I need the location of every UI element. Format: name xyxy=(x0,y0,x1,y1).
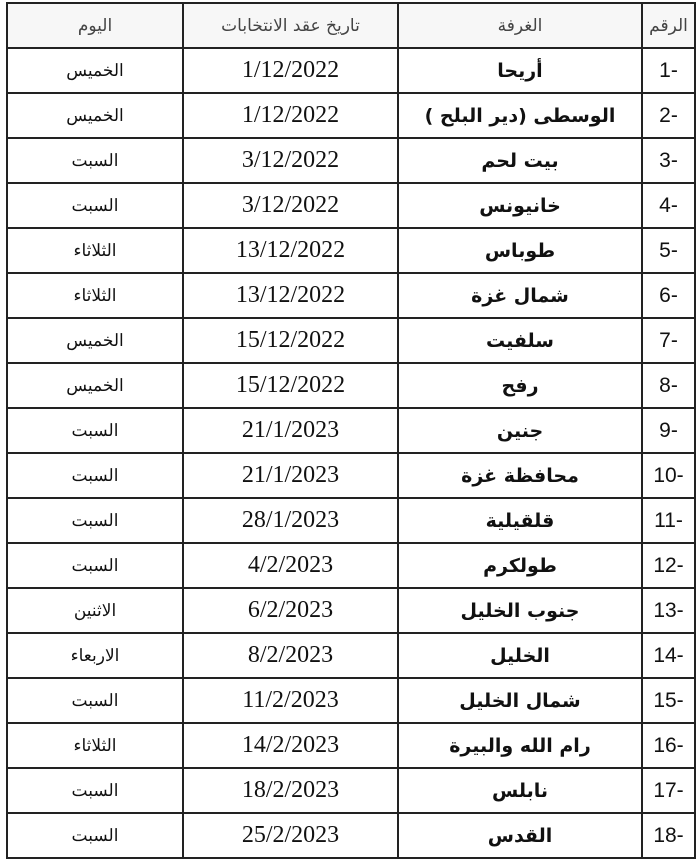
row-number: 18- xyxy=(642,813,695,858)
row-day: السبت xyxy=(7,768,183,813)
row-date: 3/12/2022 xyxy=(183,183,398,228)
table-row xyxy=(7,138,695,183)
row-room: شمال الخليل xyxy=(398,678,642,723)
row-day: الثلاثاء xyxy=(7,273,183,318)
row-date: 14/2/2023 xyxy=(183,723,398,768)
row-number: 5- xyxy=(642,228,695,273)
table-row xyxy=(7,588,695,633)
row-number: 4- xyxy=(642,183,695,228)
table-row xyxy=(7,543,695,588)
row-room: رام الله والبيرة xyxy=(398,723,642,768)
row-date: 18/2/2023 xyxy=(183,768,398,813)
row-number: 8- xyxy=(642,363,695,408)
row-room: نابلس xyxy=(398,768,642,813)
row-number: 11- xyxy=(642,498,695,543)
row-date: 21/1/2023 xyxy=(183,453,398,498)
row-number: 7- xyxy=(642,318,695,363)
row-room: طوباس xyxy=(398,228,642,273)
row-date: 4/2/2023 xyxy=(183,543,398,588)
row-date: 15/12/2022 xyxy=(183,318,398,363)
row-room: شمال غزة xyxy=(398,273,642,318)
table-row xyxy=(7,228,695,273)
table-row xyxy=(7,678,695,723)
row-day: الاثنين xyxy=(7,588,183,633)
row-day: السبت xyxy=(7,408,183,453)
row-date: 6/2/2023 xyxy=(183,588,398,633)
row-date: 1/12/2022 xyxy=(183,93,398,138)
table-header-row xyxy=(7,3,695,48)
table-row xyxy=(7,408,695,453)
row-day: السبت xyxy=(7,543,183,588)
row-number: 15- xyxy=(642,678,695,723)
table-row xyxy=(7,633,695,678)
row-room: الوسطى (دير البلح ) xyxy=(398,93,642,138)
row-day: الخميس xyxy=(7,363,183,408)
table-row xyxy=(7,723,695,768)
table-row xyxy=(7,273,695,318)
row-room: جنين xyxy=(398,408,642,453)
row-number: 14- xyxy=(642,633,695,678)
row-room: طولكرم xyxy=(398,543,642,588)
row-number: 17- xyxy=(642,768,695,813)
row-room: جنوب الخليل xyxy=(398,588,642,633)
row-number: 13- xyxy=(642,588,695,633)
row-date: 8/2/2023 xyxy=(183,633,398,678)
row-number: 1- xyxy=(642,48,695,93)
row-day: الثلاثاء xyxy=(7,228,183,273)
row-day: السبت xyxy=(7,813,183,858)
row-room: قلقيلية xyxy=(398,498,642,543)
row-date: 21/1/2023 xyxy=(183,408,398,453)
table-row xyxy=(7,498,695,543)
row-day: السبت xyxy=(7,138,183,183)
row-room: خانيونس xyxy=(398,183,642,228)
row-room: رفح xyxy=(398,363,642,408)
row-day: الاربعاء xyxy=(7,633,183,678)
row-date: 11/2/2023 xyxy=(183,678,398,723)
header-day: اليوم xyxy=(7,3,183,48)
row-date: 13/12/2022 xyxy=(183,273,398,318)
row-day: الخميس xyxy=(7,48,183,93)
row-room: الخليل xyxy=(398,633,642,678)
row-number: 12- xyxy=(642,543,695,588)
row-room: أريحا xyxy=(398,48,642,93)
row-room: بيت لحم xyxy=(398,138,642,183)
row-day: السبت xyxy=(7,678,183,723)
header-date: تاريخ عقد الانتخابات xyxy=(183,3,398,48)
table-row xyxy=(7,813,695,858)
row-date: 15/12/2022 xyxy=(183,363,398,408)
table-row xyxy=(7,453,695,498)
row-date: 1/12/2022 xyxy=(183,48,398,93)
row-number: 3- xyxy=(642,138,695,183)
row-room: سلفيت xyxy=(398,318,642,363)
table-row xyxy=(7,768,695,813)
row-number: 9- xyxy=(642,408,695,453)
row-number: 6- xyxy=(642,273,695,318)
row-date: 28/1/2023 xyxy=(183,498,398,543)
row-day: السبت xyxy=(7,183,183,228)
row-number: 16- xyxy=(642,723,695,768)
row-date: 13/12/2022 xyxy=(183,228,398,273)
row-date: 3/12/2022 xyxy=(183,138,398,183)
table-row xyxy=(7,93,695,138)
header-number: الرقم xyxy=(642,3,695,48)
header-room: الغرفة xyxy=(398,3,642,48)
table-row xyxy=(7,183,695,228)
table-row xyxy=(7,318,695,363)
row-day: الخميس xyxy=(7,93,183,138)
row-number: 2- xyxy=(642,93,695,138)
table-row xyxy=(7,363,695,408)
row-room: محافظة غزة xyxy=(398,453,642,498)
row-day: الخميس xyxy=(7,318,183,363)
row-day: الثلاثاء xyxy=(7,723,183,768)
row-room: القدس xyxy=(398,813,642,858)
table-row xyxy=(7,48,695,93)
elections-schedule-table xyxy=(6,2,696,859)
row-number: 10- xyxy=(642,453,695,498)
row-day: السبت xyxy=(7,453,183,498)
row-date: 25/2/2023 xyxy=(183,813,398,858)
row-day: السبت xyxy=(7,498,183,543)
